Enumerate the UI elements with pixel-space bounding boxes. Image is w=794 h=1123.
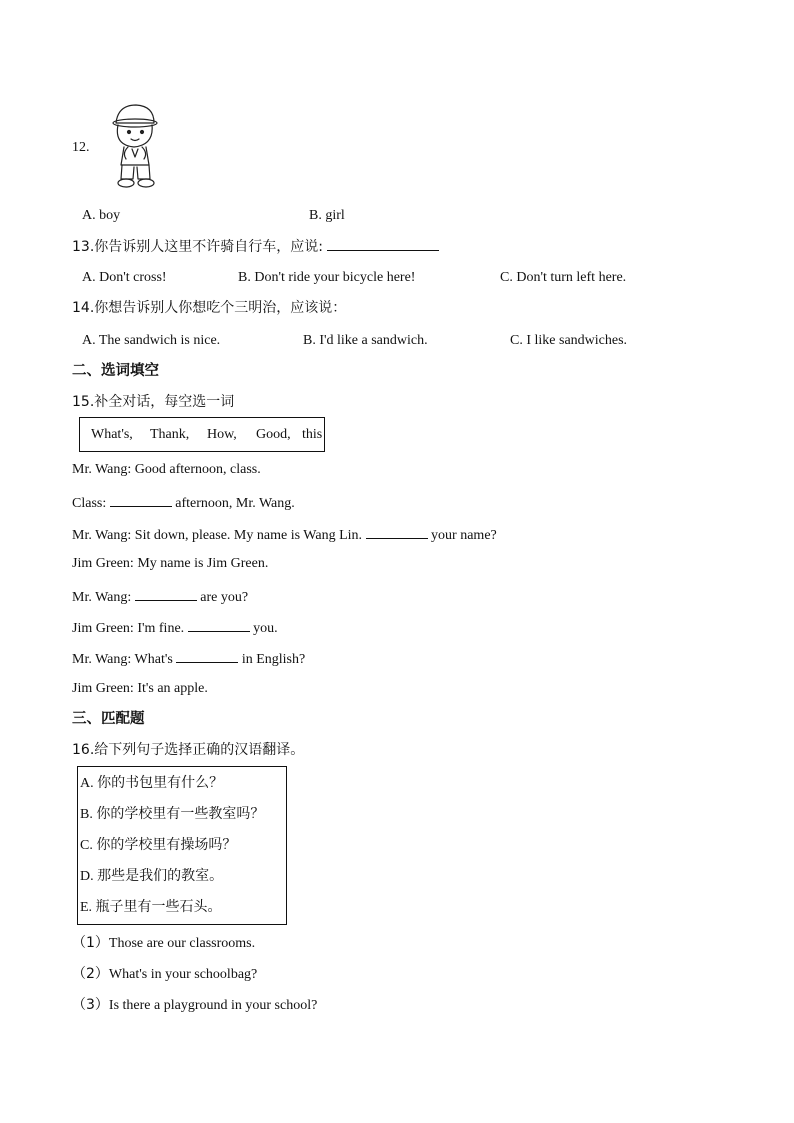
dialogue-text: Mr. Wang: Good afternoon, class. (72, 462, 261, 477)
item-text: Those are our classrooms. (108, 936, 256, 951)
match-item (72, 934, 255, 953)
word-option: this (302, 427, 323, 442)
choice-letter: E. (80, 900, 93, 915)
q16-prompt: 16.给下列句子选择正确的汉语翻译。 (72, 742, 305, 758)
item-number: （3） (72, 997, 109, 1013)
q15-prompt: 15.补全对话，每空选一词 (72, 394, 235, 410)
boy-cartoon-image (104, 101, 164, 191)
q13-option-a: A. Don't cross! (82, 270, 167, 285)
choice-letter: C. (80, 838, 93, 853)
q14-option-c: C. I like sandwiches. (510, 333, 628, 348)
item-text: Is there a playground in your school? (108, 998, 318, 1013)
q12-option-b: B. girl (309, 208, 345, 223)
q14-option-b: B. I'd like a sandwich. (303, 333, 428, 348)
q13-option-c: C. Don't turn left here. (500, 270, 627, 285)
dialogue-line (72, 461, 261, 479)
fill-blank[interactable] (110, 492, 172, 507)
match-item (72, 965, 257, 984)
translation-choice (80, 867, 223, 886)
q15-word-box (79, 417, 325, 452)
choice-letter: A. (80, 776, 94, 791)
dialogue-text: you. (249, 621, 278, 636)
dialogue-text: Mr. Wang: What's (72, 652, 177, 667)
dialogue-text: afternoon, Mr. Wang. (171, 496, 295, 511)
choice-letter: B. (80, 807, 93, 822)
q13-prompt: 13.你告诉别人这里不许骑自行车，应说: (72, 239, 328, 255)
choice-text: 那些是我们的教室。 (97, 868, 224, 884)
translation-choice (80, 836, 236, 855)
dialogue-text: Class: (72, 496, 110, 511)
dialogue-text: Jim Green: I'm fine. (72, 621, 188, 636)
q12-option-a: A. boy (82, 208, 121, 223)
dialogue-text: your name? (427, 528, 497, 543)
dialogue-line (72, 680, 208, 698)
q13-option-b: B. Don't ride your bicycle here! (238, 270, 416, 285)
fill-blank[interactable] (188, 617, 250, 632)
dialogue-text: Jim Green: It's an apple. (72, 681, 208, 696)
dialogue-line (72, 617, 278, 638)
item-number: （2） (72, 966, 109, 982)
match-item (72, 996, 317, 1015)
q14-option-a: A. The sandwich is nice. (82, 333, 221, 348)
section-3-title: 三、匹配题 (72, 711, 145, 727)
dialogue-line (72, 648, 305, 669)
item-number: （1） (72, 935, 109, 951)
dialogue-text: in English? (238, 652, 306, 667)
fill-blank[interactable] (366, 524, 428, 539)
word-option: What's, (91, 427, 133, 442)
choice-text: 你的书包里有什么？ (97, 775, 224, 791)
fill-blank[interactable] (135, 586, 197, 601)
word-option: How, (207, 427, 237, 442)
choice-text: 瓶子里有一些石头。 (95, 899, 222, 915)
translation-choice (80, 805, 264, 824)
word-option: Thank, (150, 427, 190, 442)
dialogue-line (72, 586, 248, 607)
choice-letter: D. (80, 869, 94, 884)
section-2-title: 二、选词填空 (72, 363, 159, 379)
dialogue-line (72, 555, 268, 573)
dialogue-text: Mr. Wang: (72, 590, 135, 605)
dialogue-text: are you? (196, 590, 249, 605)
choice-text: 你的学校里有操场吗？ (96, 837, 237, 853)
q13-prompt-line (72, 236, 439, 256)
dialogue-text: Mr. Wang: Sit down, please. My name is Wang Lin. (72, 528, 366, 543)
translation-choice (80, 898, 222, 917)
choice-text: 你的学校里有一些教室吗？ (96, 806, 265, 822)
word-option: Good, (256, 427, 291, 442)
dialogue-text: Jim Green: My name is Jim Green. (72, 556, 269, 571)
q16-choices-box (77, 766, 287, 925)
q13-answer-blank[interactable] (327, 236, 439, 251)
translation-choice (80, 774, 223, 793)
dialogue-line (72, 492, 295, 513)
fill-blank[interactable] (176, 648, 238, 663)
q14-prompt: 14.你想告诉别人你想吃个三明治，应该说： (72, 300, 347, 316)
dialogue-line (72, 524, 497, 545)
q12-number: 12. (72, 140, 90, 155)
item-text: What's in your schoolbag? (108, 967, 258, 982)
